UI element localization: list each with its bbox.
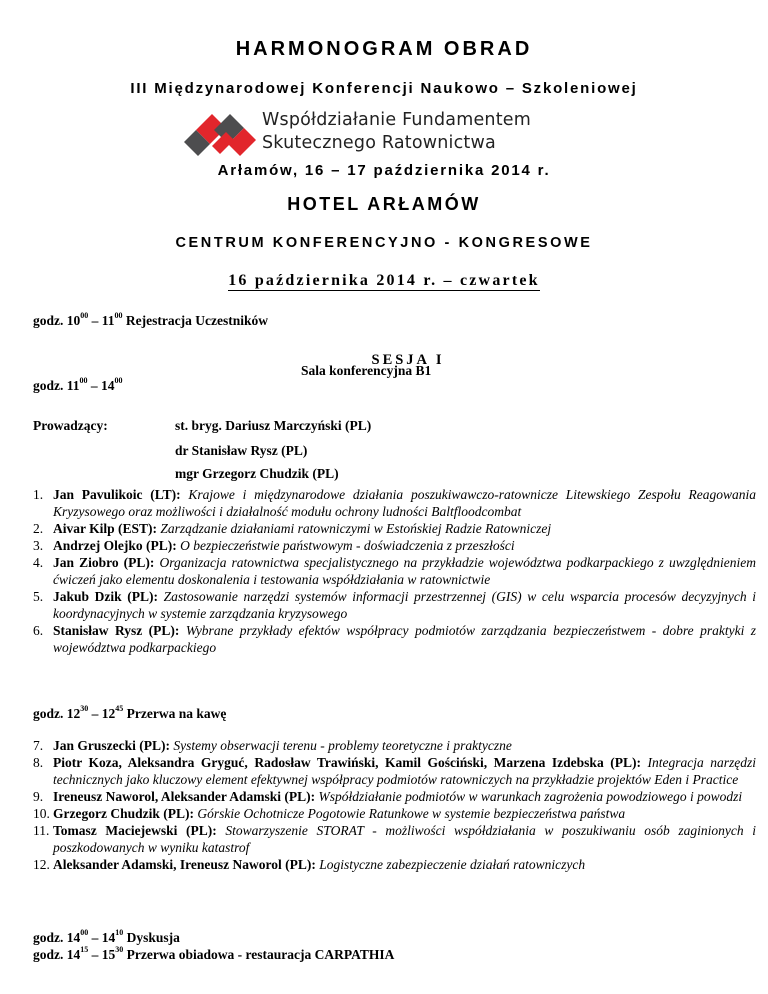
document-title: HARMONOGRAM OBRAD xyxy=(235,38,533,60)
talk-title: Zarządzanie działaniami ratowniczymi w Estońskiej Radzie Ratowniczej xyxy=(160,521,552,536)
talk-item xyxy=(33,622,756,656)
talk-title: Systemy obserwacji terenu - problemy teoretyczne i praktyczne xyxy=(173,738,512,753)
time-prefix: godz. 14 xyxy=(33,947,81,962)
time-sup: 30 xyxy=(115,945,124,954)
talk-title: Logistyczne zabezpieczenie działań ratowniczych xyxy=(319,857,586,872)
talk-number: 1. xyxy=(33,487,44,502)
time-prefix: godz. 10 xyxy=(33,313,81,328)
schedule-label: Przerwa obiadowa - restauracja CARPATHIA xyxy=(123,947,395,962)
time-sup: 45 xyxy=(115,704,124,713)
talk-title: Integracja narzędzi technicznych jako kluczowy element efektywnej współpracy podmiotów ratowniczych na przykładzie projektów Eden i Practice xyxy=(53,755,756,787)
day-heading-text: 16 października 2014 r. – czwartek xyxy=(228,272,540,289)
talk-item xyxy=(33,805,756,822)
talk-title: Wybrane przykłady efektów współpracy podmiotów zarządzania bezpieczeństwem - dobre praktyki z województwa podkarpackiego xyxy=(53,623,756,655)
logo-text-line1: Współdziałanie Fundamentem xyxy=(262,110,531,130)
time-dash: – 14 xyxy=(87,378,115,393)
venue-name: CENTRUM KONFERENCYJNO - KONGRESOWE xyxy=(175,235,593,251)
time-dash: – 14 xyxy=(88,930,116,945)
conference-date-place: Arłamów, 16 – 17 października 2014 r. xyxy=(217,162,551,179)
time-sup: 00 xyxy=(114,311,123,320)
talk-number: 9. xyxy=(33,789,44,804)
time-sup: 30 xyxy=(80,704,89,713)
talk-number: 10. xyxy=(33,806,50,821)
time-sup: 00 xyxy=(80,311,89,320)
talk-title: Zastosowanie narzędzi systemów informacji przestrzennej (GIS) w celu wsparcia procesów decyzyjnych i koordynacyjnych w systemie zarządzania kryzysowego xyxy=(53,589,757,621)
talk-title: Współdziałanie podmiotów w warunkach zagrożenia powodziowego i powodzi xyxy=(318,789,743,804)
day-heading xyxy=(0,272,768,290)
talk-speaker: Jan Gruszecki (PL): xyxy=(53,738,170,753)
talk-item xyxy=(33,754,756,788)
talk-number: 7. xyxy=(33,738,44,753)
talk-title: O bezpieczeństwie państwowym - doświadczenia z przeszłości xyxy=(180,538,515,553)
schedule-label: Rejestracja Uczestników xyxy=(122,313,268,328)
talk-item xyxy=(33,856,756,873)
talk-number: 2. xyxy=(33,521,44,536)
talk-item xyxy=(33,520,756,537)
talk-item xyxy=(33,788,756,805)
lunch-line xyxy=(33,947,394,963)
logo-text-line2: Skutecznego Ratownictwa xyxy=(262,133,496,153)
time-sup: 00 xyxy=(79,376,88,385)
talk-speaker: Aivar Kilp (EST): xyxy=(53,521,158,536)
session-room: Sala konferencyjna B1 xyxy=(301,363,432,378)
conference-logo xyxy=(182,106,582,162)
talk-number: 5. xyxy=(33,589,44,604)
time-dash: – 15 xyxy=(88,947,116,962)
schedule-label: Dyskusja xyxy=(123,930,180,945)
talk-title: Organizacja ratownictwa specjalistycznego na przykładzie województwa podkarpackiego z uwzględnieniem ćwiczeń jako elementu doskonalenia i testowania współdziałania w ratownictwie xyxy=(53,555,756,587)
coffee-break-line xyxy=(33,706,226,722)
hotel-name: HOTEL ARŁAMÓW xyxy=(287,194,481,214)
talk-speaker: Piotr Koza, Aleksandra Gryguć, Radosław Trawiński, Kamil Gościński, Marzena Izdebska (PL): xyxy=(53,755,641,770)
time-sup: 10 xyxy=(115,928,124,937)
talk-speaker: Ireneusz Naworol, Aleksander Adamski (PL): xyxy=(53,789,316,804)
talk-item xyxy=(33,737,756,754)
talk-speaker: Tomasz Maciejewski (PL): xyxy=(53,823,217,838)
registration-line xyxy=(33,313,268,329)
moderator-item: st. bryg. Dariusz Marczyński (PL) xyxy=(175,418,372,433)
talk-number: 6. xyxy=(33,623,44,638)
moderator-item: mgr Grzegorz Chudzik (PL) xyxy=(175,466,339,481)
talk-speaker: Andrzej Olejko (PL): xyxy=(53,538,177,553)
talk-number: 8. xyxy=(33,755,44,770)
time-dash: – 12 xyxy=(88,706,116,721)
talks-list-part2 xyxy=(33,737,756,873)
session-heading: SESJA I xyxy=(371,352,445,368)
time-sup: 00 xyxy=(114,376,123,385)
talk-speaker: Jan Pavulikoic (LT): xyxy=(53,487,181,502)
session-time-line xyxy=(33,378,123,394)
time-prefix: godz. 14 xyxy=(33,930,81,945)
moderator-item: dr Stanisław Rysz (PL) xyxy=(175,443,308,458)
talk-number: 12. xyxy=(33,857,50,872)
logo-mark-icon xyxy=(182,108,258,160)
talk-speaker: Grzegorz Chudzik (PL): xyxy=(53,806,194,821)
talk-number: 3. xyxy=(33,538,44,553)
time-dash: – 11 xyxy=(88,313,115,328)
talk-speaker: Jan Ziobro (PL): xyxy=(53,555,155,570)
discussion-line xyxy=(33,930,180,946)
talk-item xyxy=(33,822,756,856)
conference-subtitle: III Międzynarodowej Konferencji Naukowo – Szkoleniowej xyxy=(130,80,638,97)
talk-speaker: Stanisław Rysz (PL): xyxy=(53,623,180,638)
talk-number: 4. xyxy=(33,555,44,570)
talk-title: Stowarzyszenie STORAT - możliwości współdziałania w poszukiwaniu osób zaginionych i poszkodowanych w wyniku katastrof xyxy=(53,823,756,855)
talk-item xyxy=(33,537,756,554)
talk-speaker: Jakub Dzik (PL): xyxy=(53,589,158,604)
talk-item xyxy=(33,486,756,520)
talk-speaker: Aleksander Adamski, Ireneusz Naworol (PL): xyxy=(53,857,316,872)
time-prefix: godz. 12 xyxy=(33,706,81,721)
talk-number: 11. xyxy=(33,823,50,838)
time-sup: 15 xyxy=(80,945,89,954)
talk-item xyxy=(33,554,756,588)
moderators-label: Prowadzący: xyxy=(33,418,108,433)
time-sup: 00 xyxy=(80,928,89,937)
talk-title: Górskie Ochotnicze Pogotowie Ratunkowe w systemie bezpieczeństwa państwa xyxy=(197,806,626,821)
talk-title: Krajowe i międzynarodowe działania poszukiwawczo-ratownicze Litewskiego Zespołu Reagowania Kryzysowego oraz możliwości i działalność modułu ochrony ludności Baltfloodcombat xyxy=(53,487,756,519)
talk-item xyxy=(33,588,757,622)
talks-list-part1 xyxy=(33,486,756,656)
time-prefix: godz. 11 xyxy=(33,378,80,393)
schedule-label: Przerwa na kawę xyxy=(123,706,227,721)
